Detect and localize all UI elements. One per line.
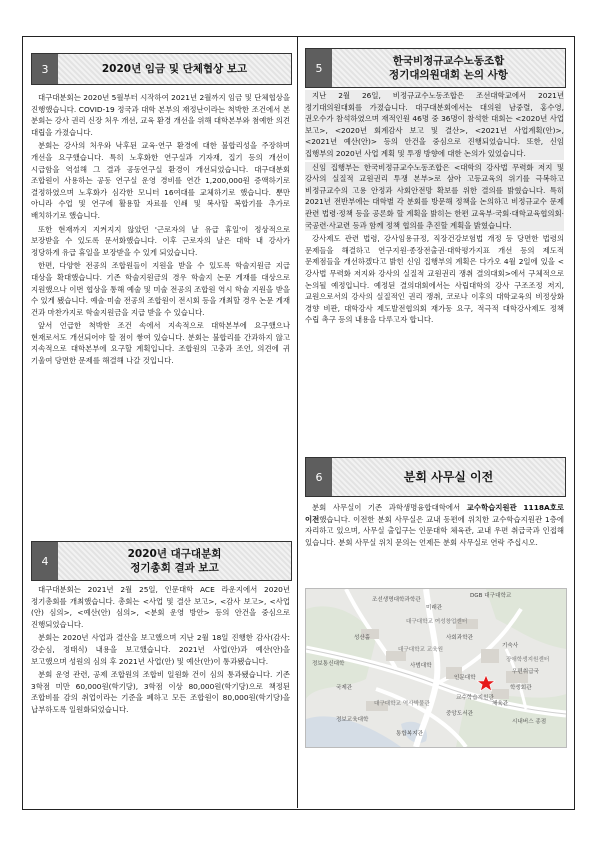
- map-label: 학생회관: [510, 685, 532, 691]
- paragraph: 대구대분회는 2021년 2월 25일, 인문대학 ACE 라운지에서 2020년 정기총회를 개최했습니다. 총회는 <사업 및 결산 보고>, <감사 보고>, <사업(안) 심의>, <예산(안) 심의>, <분회 운영 방안> 등의 안건을 중심으로 진행되었습니다.: [31, 585, 290, 629]
- map-label: 성산홀: [354, 635, 371, 641]
- map-label: 대구대학교 여성창업센터: [406, 619, 468, 625]
- paragraph: 또한 현재까지 지켜지지 않았던 '근로자의 날 유급 휴일'이 정상적으로 보장받을 수 있도록 문서화했습니다. 이후 근로자의 날은 대학 내 강사가 정당하게 유급 휴일을 보장받을 수 있게 되었습니다.: [31, 224, 290, 257]
- paragraph: 대구대분회는 2020년 5월부터 시작하여 2021년 2월까지 임금 및 단체협상을 진행했습니다. COVID-19 정국과 대학 본부의 재정난이라는 척박한 조건에서 본 분회는 강사 권리 신장 처우 개선, 교육 환경 개선을 위해 대학본부와 첨예한 의견 대립을 가졌습니다.: [31, 93, 290, 137]
- map-label: 교수학습지원관: [456, 695, 494, 701]
- paragraph: 분회는 2020년 사업과 결산을 보고했으며 지난 2월 18일 진행한 감사(감사: 강순심, 정태식) 내용을 보고했습니다. 2021년 사업(안)과 예산(안)을 보고했으며 성원의 심의 후 2021년 사업(안) 및 예산(안)이 통과됐습니다.: [31, 633, 290, 666]
- paragraph: 앞서 언급한 척박한 조건 속에서 지속적으로 대학본부에 요구했으나 현재로서도 개선되어야 할 점이 쌓여 있습니다. 분회는 불합리를 간과하지 않고 지속적으로 대학본부에 요구할 계획입니다. 조합원의 고충과 조언, 의견에 귀 기울여 당면한 문제를 해결해 나갈 것입니다.: [31, 321, 290, 366]
- column-divider: [297, 36, 298, 808]
- paragraph: 분회 운영 관련, 공제 조합원의 조합비 일원화 건이 심의 통과됐습니다. 기존 3학점 미만 60,000원(학기당), 3학점 이상 80,000원(학기당)으로 책정된 조합비를 감의 취업이라는 기준을 폐하고 모든 조합원이 80,000원(학기당)을 납부하도록 일원화되었습니다.: [31, 670, 290, 714]
- section-6-title: 분회 사무실 이전: [403, 470, 494, 484]
- section-3-title: 2020년 임금 및 단체협상 보고: [101, 63, 248, 75]
- section-5-header: [305, 48, 566, 88]
- section-6-number: 6: [306, 458, 332, 496]
- map-label: 정보통신대학: [312, 661, 345, 667]
- map-label: 시내버스 종점: [512, 719, 547, 725]
- campus-map[interactable]: [305, 588, 567, 748]
- paragraph: 강사제도 관련 법령, 강사임용규정, 직장건강보험법 개정 등 당면한 법령의 문제들을 해결하고 연구지원·종장전출권·대학평가지표 개선 등의 제도적 문제점들을 개선하겠다고 밝힌 신임 집행부의 계획은 다가오 4월 2일에 있을 <강사법 무력화 저지와 강사의 실질적 교원권리 쟁취 결의대회>에서 구체적으로 논의될 예정입니다. 예정된 결의대회에서는 사립대학의 강사 구조조정 저지, 교원으로서의 강사의 실질적인 권리 쟁취, 코로나 이후의 대학교육의 비정상화 경향 비판, 대학강사 제도발전협의회 재가동 요구, 적극적 대학강사제도 정책 수립 촉구 등의 내용을 다루고자 합니다.: [305, 234, 564, 325]
- paragraph: 지난 2월 26일, 비정규교수노동조합은 조선대학교에서 2021년 정기대의원대회를 가졌습니다. 대구대분회에서는 대의원 남중렬, 홍수영, 권오수가 참석하였으며 재적인원 46명 중 36명이 참석한 대회는 <2020년 사업 보고>, <2020년 회계감사 보고 및 결산>, <2021년 사업계획(안)>, <2021년 예산(안)> 등의 안건을 중심으로 진행되었습니다. 또한, 신임 집행부의 2020년 사업 계획 및 투쟁 방향에 대한 논의가 있었습니다.: [305, 91, 564, 158]
- section-4-title: 2020년 대구대분회 정기총회 결과 보고: [127, 548, 222, 574]
- section-6-body: [305, 502, 564, 584]
- section-3-body: [31, 92, 290, 512]
- section-3-number: 3: [32, 54, 58, 84]
- map-label: 통합복지관: [396, 731, 424, 737]
- map-label: DGB 대구대학교: [470, 593, 512, 599]
- map-label: 기숙사: [502, 643, 519, 649]
- paragraph: 분회 사무실이 기존 과학생명융합대학에서 교수학습지원관 1118A호로 이전했습니다. 이전한 분회 사무실은 교내 동편에 위치한 교수학습지원관 1층에 자리하고 있으며, 사무실 출입구는 인문대학 체육관, 교내 우편 취급국과 인접해 있습니다. 분회 사무실 위치 문의는 언제든 분회 사무실로 연락 주십시오.: [305, 503, 564, 547]
- section-5-title: 한국비정규교수노동조합 정기대의원대회 논의 사항: [389, 55, 508, 81]
- map-label: 체육관: [492, 701, 509, 707]
- map-label: 대구대학교 역사박물관: [374, 701, 430, 707]
- map-label: 인문대학: [454, 675, 476, 681]
- section-4-number: 4: [32, 542, 58, 580]
- map-label: 사회과학관: [446, 635, 474, 641]
- section-4-body: [31, 584, 290, 776]
- section-5-number: 5: [306, 49, 332, 87]
- map-label: 정보교육대학: [336, 717, 369, 723]
- map-label: 중앙도서관: [446, 711, 474, 717]
- section-3-header: [31, 53, 292, 85]
- map-label: 사범대학: [410, 663, 432, 669]
- map-label: 대구대학교 교육원: [398, 647, 444, 653]
- map-label: 미래관: [426, 605, 443, 611]
- map-label: 우편취급국: [512, 669, 540, 675]
- paragraph: 신임 집행부는 한국비정규교수노동조합은 <대학의 강사법 무력화 저지 및 강사의 실질적 교원권리 투쟁 본부>로 삼아 고등교육의 위기를 극복하고 비정규교수의 고용 안정과 사회안전망 확보를 위한 결의를 밝혔습니다. 특히 2021년 전반부에는 대학별 각 분회를 방문해 정책을 논의하고 비정규교수 문제 관련 법령·정책 등을 공론화 할 계획을 밝히는 한편 교육부·국회·대학교육협의회·국공련·사교련 등과 함께 정책 협의를 추진할 계획을 밝혔습니다.: [305, 162, 564, 230]
- section-4-header: [31, 541, 292, 581]
- highlight-location: 교수학습지원관 1118A호로 이전: [305, 503, 564, 524]
- map-label: 국제관: [336, 685, 353, 691]
- section-6-header: [305, 457, 566, 497]
- map-label: 조선생명대학과학관: [372, 597, 421, 603]
- paragraph: 한편, 다양한 전공의 조합원들이 지원을 받을 수 있도록 학술지원금 지급 대상을 확대했습니다. 기존 학술지원금의 경우 학술지 논문 게재를 대상으로 지원했으나 이번 협상을 통해 예술 및 미술 전공의 조합원 역시 학술 지원을 받을 수 있게 됐습니다. 예술·미술 전공의 조합원이 전시회 등을 개최할 경우 논문 게재 건과 마찬가지로 학술지원금을 지급 받을 수 있습니다.: [31, 261, 290, 317]
- paragraph: 분회는 강사의 처우와 낙후된 교육·연구 환경에 대한 불합리성을 주장하며 개선을 요구했습니다. 특히 노후화한 연구실과 기자재, 집기 등의 개선이 시급함을 역설해 그 결과 공동연구실 환경이 개선되었습니다. 대구대분회 조합원이 사용하는 공동 연구실 운영 경비를 연간 1,200,000원 증액하기로 결정하였으며 노후화가 심각한 모니터 16여대를 교체하기로 했습니다. 뿐만 아니라 수업 및 연구에 활용할 자료를 인쇄 및 복사할 복합기를 추가로 배치하기로 했습니다.: [31, 141, 290, 220]
- map-label: 장애학생지원센터: [506, 657, 550, 663]
- section-5-body: [305, 90, 564, 446]
